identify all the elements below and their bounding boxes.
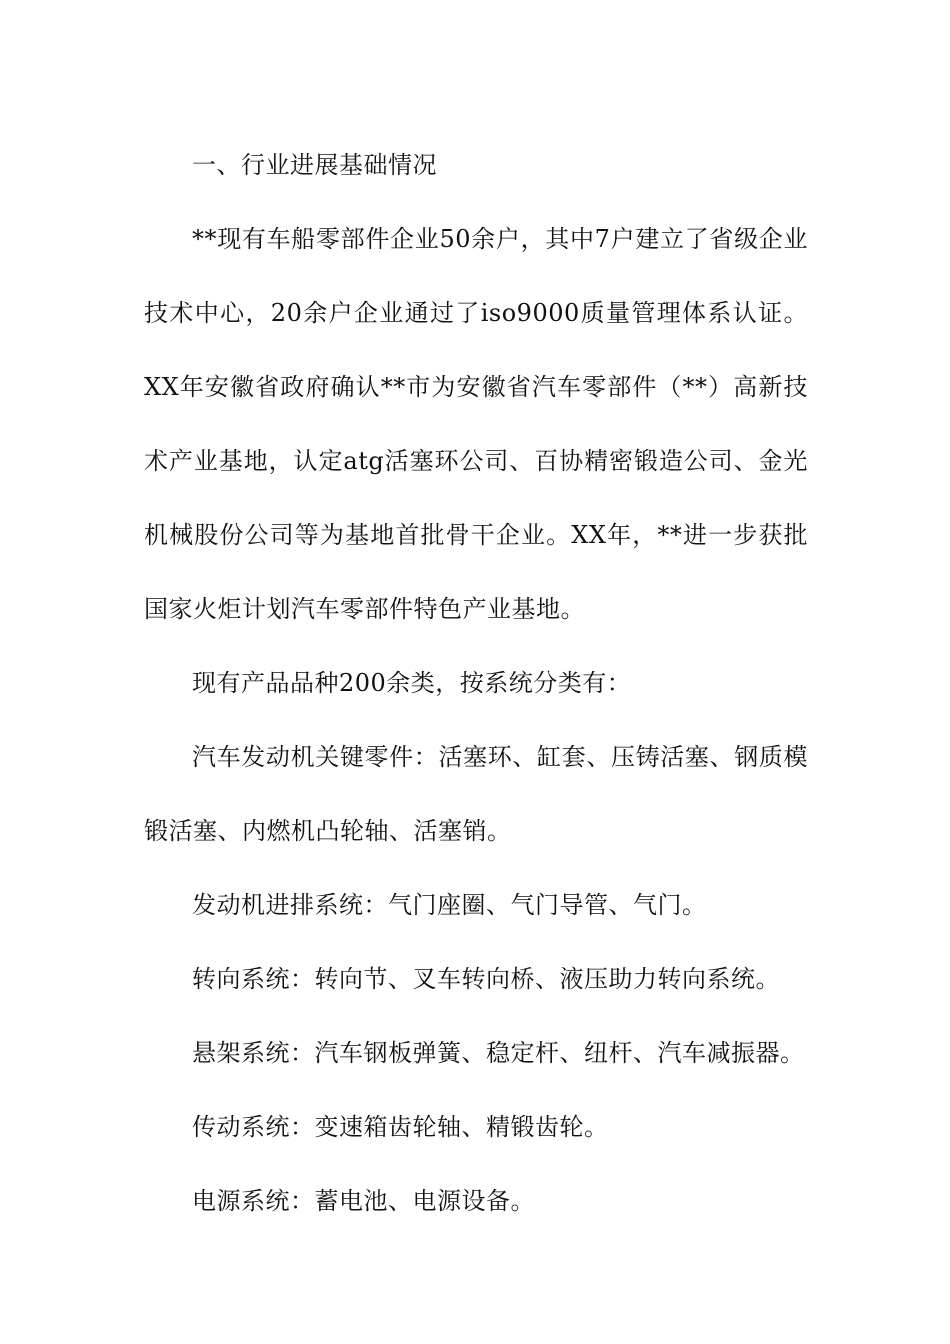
document-body [144, 128, 808, 1238]
paragraph-enterprises: **现有车船零部件企业50余户，其中7户建立了省级企业技术中心，20余户企业通过了iso9000质量管理体系认证。XX年安徽省政府确认**市为安徽省汽车零部件（**）高新技术产业基地，认定atg活塞环公司、百协精密锻造公司、金光机械股份公司等为基地首批骨干企业。XX年，**进一步获批国家火炬计划汽车零部件特色产业基地。 [144, 225, 808, 623]
paragraph-suspension: 悬架系统：汽车钢板弹簧、稳定杆、纽杆、汽车减振器。 [192, 1039, 805, 1067]
section-heading: 一、行业进展基础情况 [192, 151, 437, 179]
paragraph-transmission: 传动系统：变速箱齿轮轴、精锻齿轮。 [192, 1113, 609, 1141]
paragraph-power: 电源系统：蓄电池、电源设备。 [192, 1187, 535, 1215]
paragraph-intake-exhaust: 发动机进排系统：气门座圈、气门导管、气门。 [192, 891, 707, 919]
paragraph-steering: 转向系统：转向节、叉车转向桥、液压助力转向系统。 [192, 965, 780, 993]
paragraph-engine-parts: 汽车发动机关键零件：活塞环、缸套、压铸活塞、钢质模锻活塞、内燃机凸轮轴、活塞销。 [144, 743, 808, 845]
paragraph-product-intro: 现有产品品种200余类，按系统分类有： [192, 669, 632, 697]
